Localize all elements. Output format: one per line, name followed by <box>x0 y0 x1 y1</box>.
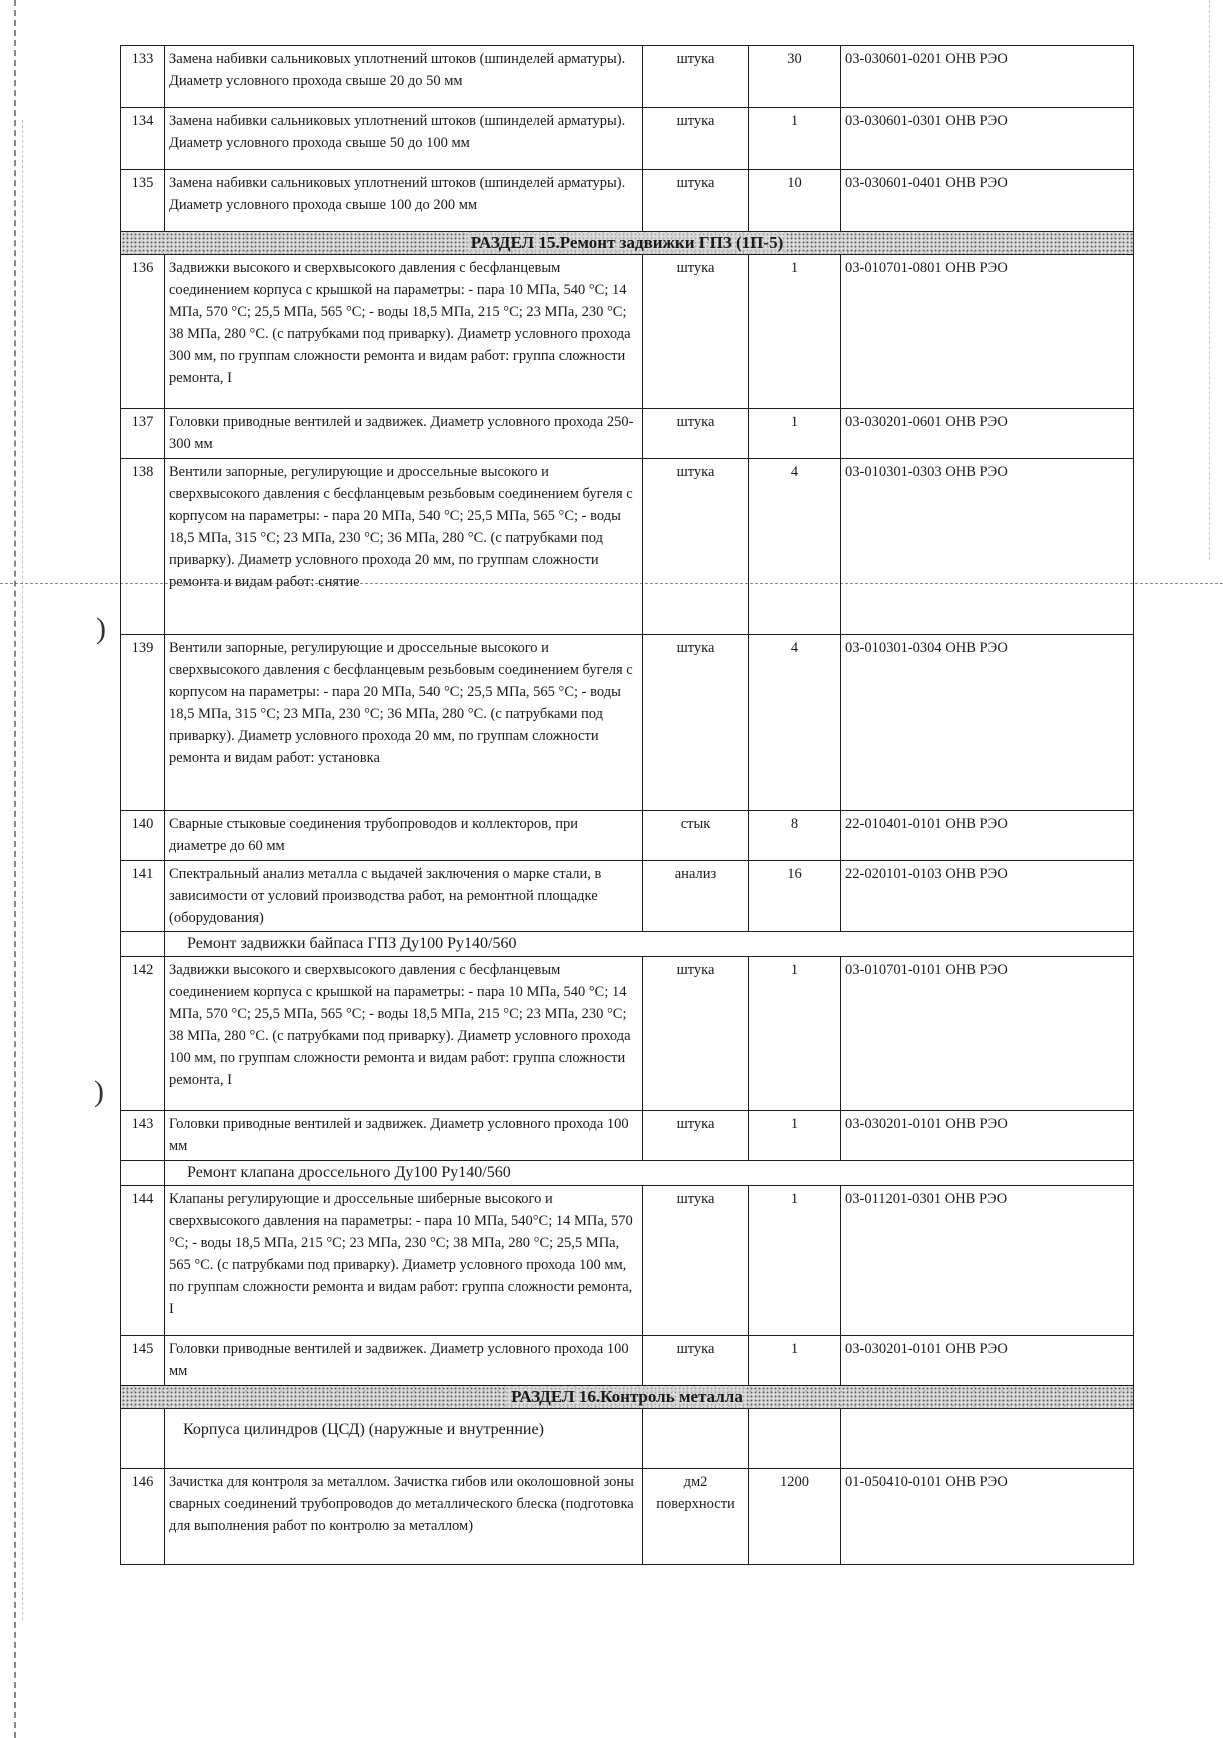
table-row <box>121 957 1134 1111</box>
row-code: 03-030201-0601 ОНВ РЭО <box>841 409 1134 459</box>
scan-mark: ) <box>96 612 106 645</box>
row-description: Сварные стыковые соединения трубопроводов и коллекторов, при диаметре до 60 мм <box>165 811 643 861</box>
row-description: Головки приводные вентилей и задвижек. Диаметр условного прохода 250-300 мм <box>165 409 643 459</box>
row-description: Замена набивки сальниковых уплотнений штоков (шпинделей арматуры). Диаметр условного прохода свыше 100 до 200 мм <box>165 170 643 232</box>
row-number: 140 <box>121 811 165 861</box>
table-row <box>121 409 1134 459</box>
row-quantity: 1 <box>749 409 841 459</box>
table-row <box>121 861 1134 932</box>
row-quantity: 16 <box>749 861 841 932</box>
row-unit: штука <box>643 409 749 459</box>
row-unit: стык <box>643 811 749 861</box>
row-quantity: 1 <box>749 1111 841 1161</box>
row-number: 136 <box>121 255 165 409</box>
row-number: 137 <box>121 409 165 459</box>
row-number: 146 <box>121 1469 165 1565</box>
table-row <box>121 46 1134 108</box>
table-row <box>121 1469 1134 1565</box>
row-quantity: 1 <box>749 255 841 409</box>
row-unit: штука <box>643 1186 749 1336</box>
row-unit: штука <box>643 255 749 409</box>
scan-edge-right <box>1209 0 1211 560</box>
row-description: Вентили запорные, регулирующие и дроссельные высокого и сверхвысокого давления с бесфланцевым резьбовым соединением бугеля с корпусом на параметры: - пара 20 МПа, 540 °С; 25,5 МПа, 565 °С; - воды 18,5 МПа, 315 °С; 23 МПа, 230 °С; 36 МПа, 280 °С. (с патрубками под приварку). Диаметр условного прохода 20 мм, по группам сложности ремонта и видам работ: установка <box>165 635 643 811</box>
scan-edge-left-inner <box>22 120 24 1620</box>
row-description: Задвижки высокого и сверхвысокого давления с бесфланцевым соединением корпуса с крышкой на параметры: - пара 10 МПа, 540 °С; 14 МПа, 570 °С; 25,5 МПа, 565 °С; - воды 18,5 МПа, 215 °С; 23 МПа, 230 °С; 38 МПа, 280 °С. (с патрубками под приварку). Диаметр условного прохода 100 мм, по группам сложности ремонта и видам работ: группа сложности ремонта, I <box>165 957 643 1111</box>
row-quantity: 1200 <box>749 1469 841 1565</box>
table-row <box>121 108 1134 170</box>
row-quantity: 4 <box>749 635 841 811</box>
row-code: 01-050410-0101 ОНВ РЭО <box>841 1469 1134 1565</box>
row-unit: штука <box>643 635 749 811</box>
row-code: 03-030601-0201 ОНВ РЭО <box>841 46 1134 108</box>
scan-mark: ) <box>94 1075 104 1108</box>
row-quantity: 8 <box>749 811 841 861</box>
row-number: 135 <box>121 170 165 232</box>
subsection-row <box>121 1409 1134 1469</box>
row-number: 144 <box>121 1186 165 1336</box>
section-title: РАЗДЕЛ 15.Ремонт задвижки ГПЗ (1П-5) <box>467 233 787 252</box>
row-quantity: 10 <box>749 170 841 232</box>
table-row <box>121 1186 1134 1336</box>
row-description: Клапаны регулирующие и дроссельные шиберные высокого и сверхвысокого давления на параметры: - пара 10 МПа, 540°С; 14 МПа, 570 °С; - воды 18,5 МПа, 215 °С; 23 МПа, 230 °С; 38 МПа, 280 °С; 25,5 МПа, 565 °С. (с патрубками под приварку). Диаметр условного прохода 100 мм, по группам сложности ремонта и видам работ: группа сложности ремонта, I <box>165 1186 643 1336</box>
row-description: Зачистка для контроля за металлом. Зачистка гибов или околошовной зоны сварных соединений трубопроводов до металлического блеска (подготовка для выполнения работ по контролю за металлом) <box>165 1469 643 1565</box>
table-row <box>121 811 1134 861</box>
table-row <box>121 170 1134 232</box>
table-row <box>121 459 1134 635</box>
table-row <box>121 255 1134 409</box>
row-unit: штука <box>643 957 749 1111</box>
row-quantity: 1 <box>749 957 841 1111</box>
row-code: 03-030201-0101 ОНВ РЭО <box>841 1111 1134 1161</box>
row-code: 03-010301-0303 ОНВ РЭО <box>841 459 1134 635</box>
row-code: 03-010701-0101 ОНВ РЭО <box>841 957 1134 1111</box>
section-header <box>121 1386 1134 1409</box>
row-unit: штука <box>643 170 749 232</box>
row-description: Головки приводные вентилей и задвижек. Диаметр условного прохода 100 мм <box>165 1111 643 1161</box>
row-unit: штука <box>643 1336 749 1386</box>
row-description: Вентили запорные, регулирующие и дроссельные высокого и сверхвысокого давления с бесфланцевым резьбовым соединением бугеля с корпусом на параметры: - пара 20 МПа, 540 °С; 25,5 МПа, 565 °С; - воды 18,5 МПа, 315 °С; 23 МПа, 230 °С; 36 МПа, 280 °С. (с патрубками под приварку). Диаметр условного прохода 20 мм, по группам сложности ремонта и видам работ: снятие <box>165 459 643 635</box>
row-code: 03-010301-0304 ОНВ РЭО <box>841 635 1134 811</box>
row-number: 142 <box>121 957 165 1111</box>
row-number: 138 <box>121 459 165 635</box>
estimate-table <box>120 45 1134 1565</box>
row-quantity: 4 <box>749 459 841 635</box>
row-unit: штука <box>643 108 749 170</box>
row-code: 03-011201-0301 ОНВ РЭО <box>841 1186 1134 1336</box>
row-code: 03-030601-0401 ОНВ РЭО <box>841 170 1134 232</box>
scan-edge-left <box>14 0 18 1738</box>
row-number: 134 <box>121 108 165 170</box>
section-header <box>121 232 1134 255</box>
row-quantity: 1 <box>749 1336 841 1386</box>
row-quantity: 1 <box>749 108 841 170</box>
row-code: 22-010401-0101 ОНВ РЭО <box>841 811 1134 861</box>
row-unit: дм2 поверхности <box>643 1469 749 1565</box>
row-quantity: 30 <box>749 46 841 108</box>
subsection-title: Корпуса цилиндров (ЦСД) (наружные и внутренние) <box>165 1409 643 1469</box>
row-code: 22-020101-0103 ОНВ РЭО <box>841 861 1134 932</box>
row-unit: штука <box>643 459 749 635</box>
row-description: Замена набивки сальниковых уплотнений штоков (шпинделей арматуры). Диаметр условного прохода свыше 20 до 50 мм <box>165 46 643 108</box>
subsection-title: Ремонт задвижки байпаса ГПЗ Ду100 Ру140/560 <box>165 932 1134 957</box>
table-row <box>121 1111 1134 1161</box>
row-code: 03-030601-0301 ОНВ РЭО <box>841 108 1134 170</box>
row-description: Головки приводные вентилей и задвижек. Диаметр условного прохода 100 мм <box>165 1336 643 1386</box>
row-number: 139 <box>121 635 165 811</box>
row-code: 03-030201-0101 ОНВ РЭО <box>841 1336 1134 1386</box>
row-number: 143 <box>121 1111 165 1161</box>
row-unit: анализ <box>643 861 749 932</box>
row-number: 133 <box>121 46 165 108</box>
row-description: Замена набивки сальниковых уплотнений штоков (шпинделей арматуры). Диаметр условного прохода свыше 50 до 100 мм <box>165 108 643 170</box>
row-description: Спектральный анализ металла с выдачей заключения о марке стали, в зависимости от условий производства работ, на ремонтной площадке (оборудования) <box>165 861 643 932</box>
subsection-row <box>121 1161 1134 1186</box>
row-unit: штука <box>643 1111 749 1161</box>
row-description: Задвижки высокого и сверхвысокого давления с бесфланцевым соединением корпуса с крышкой на параметры: - пара 10 МПа, 540 °С; 14 МПа, 570 °С; 25,5 МПа, 565 °С; - воды 18,5 МПа, 215 °С; 23 МПа, 230 °С; 38 МПа, 280 °С. (с патрубками под приварку). Диаметр условного прохода 300 мм, по группам сложности ремонта и видам работ: группа сложности ремонта, I <box>165 255 643 409</box>
row-code: 03-010701-0801 ОНВ РЭО <box>841 255 1134 409</box>
table-row <box>121 635 1134 811</box>
row-quantity: 1 <box>749 1186 841 1336</box>
row-number: 141 <box>121 861 165 932</box>
row-unit: штука <box>643 46 749 108</box>
table-row <box>121 1336 1134 1386</box>
subsection-row <box>121 932 1134 957</box>
subsection-title: Ремонт клапана дроссельного Ду100 Ру140/560 <box>165 1161 1134 1186</box>
row-number: 145 <box>121 1336 165 1386</box>
section-title: РАЗДЕЛ 16.Контроль металла <box>507 1387 747 1406</box>
